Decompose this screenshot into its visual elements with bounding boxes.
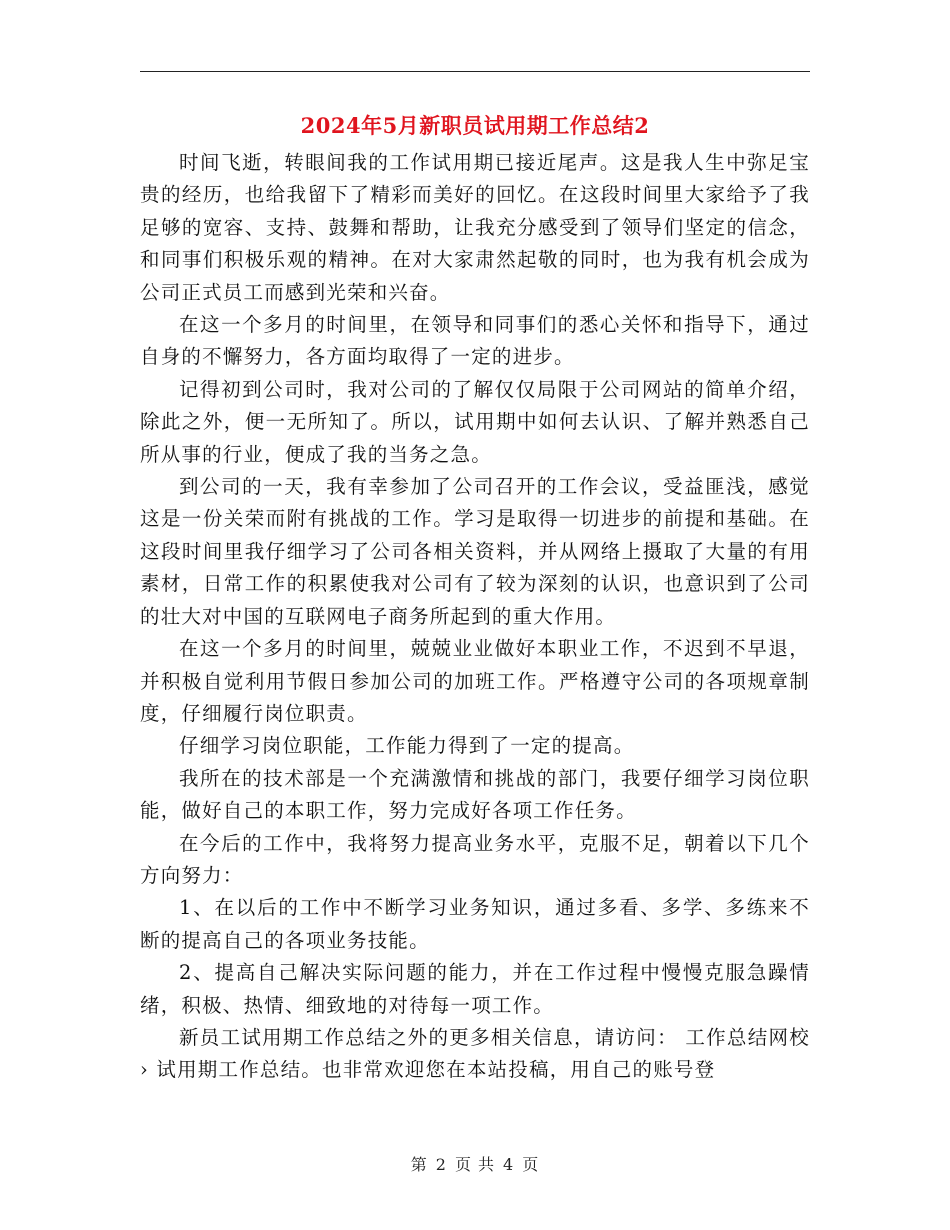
paragraph: 时间飞逝，转眼间我的工作试用期已接近尾声。这是我人生中弥足宝贵的经历，也给我留下了精彩而美好的回忆。在这段时间里大家给予了我足够的宽容、支持、鼓舞和帮助，让我充分感受到了领导们坚定的信念，和同事们积极乐观的精神。在对大家肃然起敬的同时，也为我有机会成为公司正式员工而感到光荣和兴奋。 [140, 151, 810, 304]
paragraph-more-info: 新员工试用期工作总结之外的更多相关信息，请访问： 工作总结网校 › 试用期工作总结。也非常欢迎您在本站投稿，用自己的账号登 [140, 1025, 810, 1082]
current-page-number: 2 [435, 1155, 447, 1174]
paragraph: 在这一个多月的时间里，兢兢业业做好本职业工作，不迟到不早退，并积极自觉利用节假日参加公司的加班工作。严格遵守公司的各项规章制度，仔细履行岗位职责。 [140, 637, 810, 725]
paragraph: 在这一个多月的时间里，在领导和同事们的悉心关怀和指导下，通过自身的不懈努力，各方面均取得了一定的进步。 [140, 313, 810, 369]
page-footer [0, 1153, 950, 1177]
footer-prefix: 第 [410, 1155, 428, 1174]
footer-middle: 页 共 [454, 1155, 496, 1174]
paragraph: 在今后的工作中，我将努力提高业务水平，克服不足，朝着以下几个方向努力： [140, 831, 810, 887]
paragraph: 我所在的技术部是一个充满激情和挑战的部门，我要仔细学习岗位职能，做好自己的本职工作，努力完成好各项工作任务。 [140, 766, 810, 823]
paragraph: 到公司的一天，我有幸参加了公司召开的工作会议，受益匪浅，感觉这是一份关荣而附有挑战的工作。学习是取得一切进步的前提和基础。在这段时间里我仔细学习了公司各相关资料，并从网络上摄取了大量的有用素材，日常工作的积累使我对公司有了较为深刻的认识，也意识到了公司的壮大对中国的互联网电子商务所起到的重大作用。 [140, 475, 810, 628]
paragraph: 仔细学习岗位职能，工作能力得到了一定的提高。 [179, 734, 635, 758]
document-title: 2024年5月新职员试用期工作总结2 [300, 113, 650, 138]
list-item-2: 2、提高自己解决实际问题的能力，并在工作过程中慢慢克服急躁情绪，积极、热情、细致地的对待每一项工作。 [140, 961, 810, 1017]
paragraph: 记得初到公司时，我对公司的了解仅仅局限于公司网站的简单介绍，除此之外，便一无所知了。所以，试用期中如何去认识、了解并熟悉自己所从事的行业，便成了我的当务之急。 [140, 377, 810, 466]
document-body [140, 147, 810, 1087]
total-page-number: 4 [503, 1155, 515, 1174]
header-rule [140, 71, 810, 72]
footer-suffix: 页 [522, 1155, 540, 1174]
list-item-1: 1、在以后的工作中不断学习业务知识，通过多看、多学、多练来不断的提高自己的各项业务技能。 [140, 896, 810, 952]
